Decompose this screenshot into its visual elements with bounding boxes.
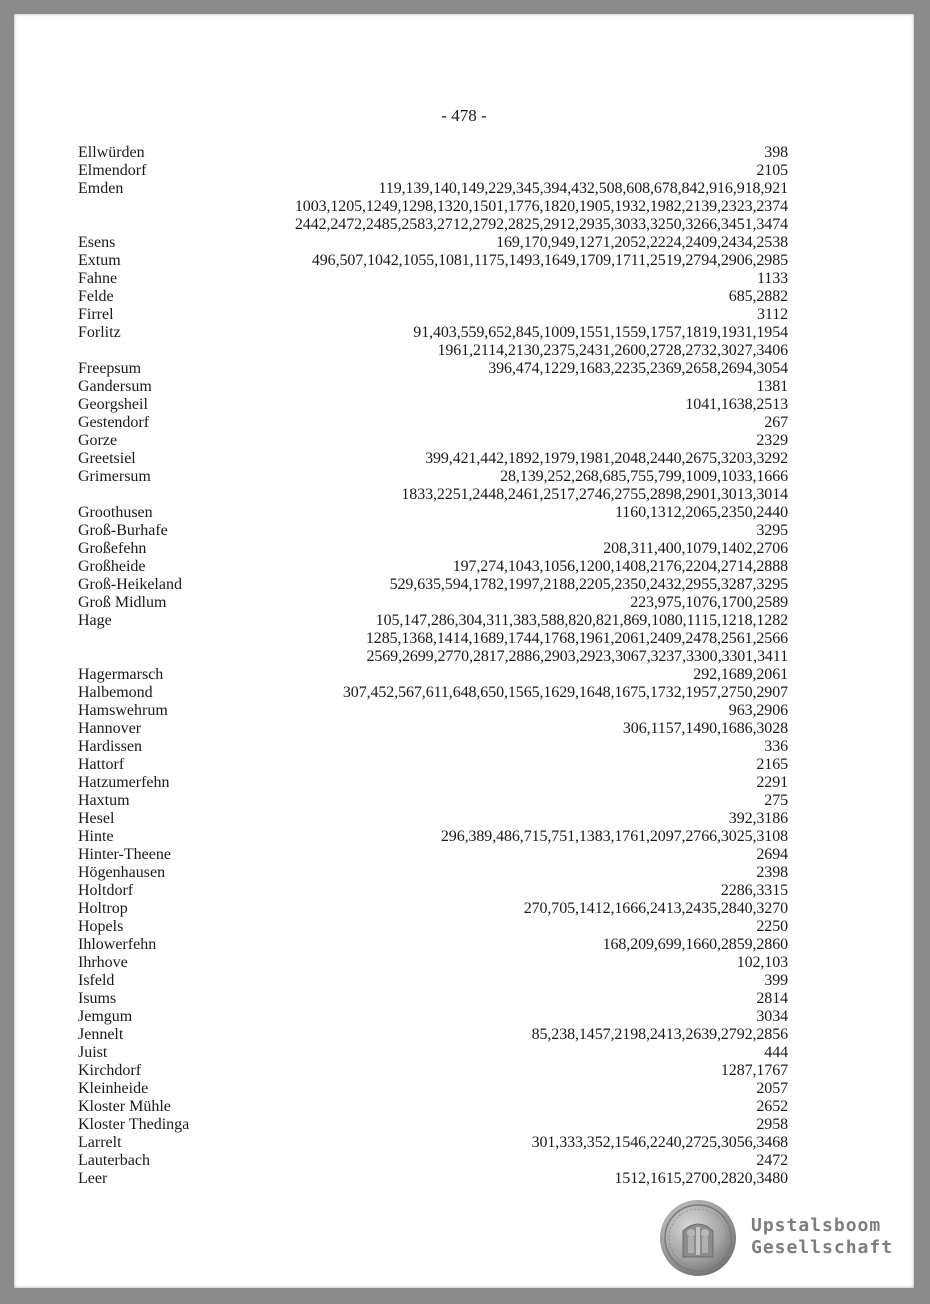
- index-entry: [78, 900, 788, 918]
- place-name: Extum: [78, 252, 121, 269]
- index-entry: [78, 1008, 788, 1026]
- place-name: Groothusen: [78, 504, 153, 521]
- place-name: Felde: [78, 288, 114, 305]
- place-name: Hannover: [78, 720, 142, 737]
- entry-line: [78, 522, 788, 540]
- reference-numbers: 296,389,486,715,751,1383,1761,2097,2766,3025,3108: [440, 828, 788, 845]
- index-entry: [78, 450, 788, 468]
- index-entry: [78, 324, 788, 360]
- entry-line: [78, 162, 788, 180]
- index-entry: [78, 774, 788, 792]
- index-entry: [78, 558, 788, 576]
- place-name: Högenhausen: [78, 864, 166, 881]
- entry-line: [78, 378, 788, 396]
- reference-numbers: 2569,2699,2770,2817,2886,2903,2923,3067,3237,3300,3301,3411: [366, 648, 788, 665]
- reference-numbers: 1160,1312,2065,2350,2440: [614, 504, 788, 521]
- reference-numbers: 2329: [756, 432, 788, 449]
- index-entry: [78, 1080, 788, 1098]
- watermark-line-1: Upstalsboom: [751, 1215, 882, 1236]
- reference-numbers: 336: [764, 738, 788, 755]
- index-entry: [78, 972, 788, 990]
- index-entry: [78, 396, 788, 414]
- entry-line: [78, 774, 788, 792]
- reference-numbers: 85,238,1457,2198,2413,2639,2792,2856: [531, 1026, 788, 1043]
- place-name: Ihlowerfehn: [78, 936, 157, 953]
- reference-numbers: 529,635,594,1782,1997,2188,2205,2350,2432,2955,3287,3295: [389, 576, 788, 593]
- entry-line: [78, 594, 788, 612]
- reference-numbers: 102,103: [736, 954, 788, 971]
- reference-numbers: 398: [764, 144, 788, 161]
- reference-numbers: 197,274,1043,1056,1200,1408,2176,2204,2714,2888: [452, 558, 788, 575]
- index-entry: [78, 252, 788, 270]
- entry-line: [78, 846, 788, 864]
- reference-numbers: 396,474,1229,1683,2235,2369,2658,2694,3054: [488, 360, 788, 377]
- index-entry: [78, 576, 788, 594]
- entry-line: [78, 396, 788, 414]
- entry-continuation-line: [78, 216, 788, 234]
- place-name: Holtrop: [78, 900, 128, 917]
- place-name: Juist: [78, 1044, 108, 1061]
- reference-numbers: 1285,1368,1414,1689,1744,1768,1961,2061,2409,2478,2561,2566: [365, 630, 788, 647]
- reference-numbers: 1961,2114,2130,2375,2431,2600,2728,2732,3027,3406: [437, 342, 788, 359]
- entry-line: [78, 306, 788, 324]
- entry-line: [78, 1134, 788, 1152]
- reference-numbers: 1041,1638,2513: [685, 396, 788, 413]
- reference-numbers: 399: [764, 972, 788, 989]
- index-entry: [78, 810, 788, 828]
- place-name: Esens: [78, 234, 116, 251]
- reference-numbers: 3295: [756, 522, 788, 539]
- reference-numbers: 2291: [756, 774, 788, 791]
- entry-line: [78, 540, 788, 558]
- reference-numbers: 2286,3315: [720, 882, 788, 899]
- place-name: Isfeld: [78, 972, 115, 989]
- seal-icon: [659, 1199, 737, 1277]
- reference-numbers: 28,139,252,268,685,755,799,1009,1033,1666: [500, 468, 788, 485]
- reference-numbers: 292,1689,2061: [693, 666, 788, 683]
- entry-line: [78, 612, 788, 630]
- place-name: Hinter-Theene: [78, 846, 171, 863]
- place-name: Lauterbach: [78, 1152, 150, 1169]
- index-entry: [78, 720, 788, 738]
- entry-line: [78, 882, 788, 900]
- index-entry: [78, 1098, 788, 1116]
- index-entry: [78, 594, 788, 612]
- index-entry: [78, 666, 788, 684]
- entry-line: [78, 990, 788, 1008]
- place-name: Jemgum: [78, 1008, 133, 1025]
- reference-numbers: 399,421,442,1892,1979,1981,2048,2440,2675,3203,3292: [425, 450, 788, 467]
- reference-numbers: 444: [764, 1044, 788, 1061]
- index-entry: [78, 990, 788, 1008]
- watermark-line-2: Gesellschaft: [751, 1237, 894, 1258]
- index-entry: [78, 954, 788, 972]
- place-name: Grimersum: [78, 468, 151, 485]
- reference-numbers: 2814: [756, 990, 788, 1007]
- place-name: Groß-Burhafe: [78, 522, 168, 539]
- place-name: Groß-Heikeland: [78, 576, 182, 593]
- entry-line: [78, 1026, 788, 1044]
- reference-numbers: 1381: [756, 378, 788, 395]
- place-name: Leer: [78, 1170, 108, 1187]
- entry-continuation-line: [78, 198, 788, 216]
- entry-continuation-line: [78, 486, 788, 504]
- index-entry: [78, 738, 788, 756]
- entry-line: [78, 810, 788, 828]
- entry-continuation-line: [78, 648, 788, 666]
- index-entry: [78, 1170, 788, 1188]
- index-entry: [78, 432, 788, 450]
- index-entry: [78, 1134, 788, 1152]
- entry-line: [78, 1044, 788, 1062]
- entry-line: [78, 1062, 788, 1080]
- reference-numbers: 2442,2472,2485,2583,2712,2792,2825,2912,2935,3033,3250,3266,3451,3474: [294, 216, 788, 233]
- entry-line: [78, 414, 788, 432]
- entry-line: [78, 738, 788, 756]
- reference-numbers: 169,170,949,1271,2052,2224,2409,2434,2538: [496, 234, 788, 251]
- entry-line: [78, 324, 788, 342]
- place-name: Hage: [78, 612, 112, 629]
- reference-numbers: 307,452,567,611,648,650,1565,1629,1648,1675,1732,1957,2750,2907: [342, 684, 788, 701]
- entry-line: [78, 1170, 788, 1188]
- place-name: Georgsheil: [78, 396, 148, 413]
- place-name: Holtdorf: [78, 882, 134, 899]
- entry-line: [78, 792, 788, 810]
- reference-numbers: 105,147,286,304,311,383,588,820,821,869,1080,1115,1218,1282: [375, 612, 788, 629]
- reference-numbers: 275: [764, 792, 788, 809]
- entry-line: [78, 1008, 788, 1026]
- entry-line: [78, 936, 788, 954]
- upstalsboom-watermark: [659, 1199, 909, 1281]
- reference-numbers: 2398: [756, 864, 788, 881]
- index-entry: [78, 270, 788, 288]
- place-name: Gandersum: [78, 378, 152, 395]
- place-name: Großheide: [78, 558, 146, 575]
- reference-numbers: 267: [764, 414, 788, 431]
- entry-line: [78, 144, 788, 162]
- entry-line: [78, 1152, 788, 1170]
- place-name: Emden: [78, 180, 124, 197]
- place-name: Großefehn: [78, 540, 147, 557]
- reference-numbers: 2472: [756, 1152, 788, 1169]
- place-name: Gestendorf: [78, 414, 150, 431]
- index-entry: [78, 1062, 788, 1080]
- place-name: Hopels: [78, 918, 124, 935]
- index-entry: [78, 468, 788, 504]
- entry-line: [78, 468, 788, 486]
- index-entry: [78, 378, 788, 396]
- index-entry: [78, 846, 788, 864]
- reference-numbers: 2652: [756, 1098, 788, 1115]
- place-name: Kleinheide: [78, 1080, 149, 1097]
- reference-numbers: 1287,1767: [720, 1062, 788, 1079]
- reference-numbers: 1833,2251,2448,2461,2517,2746,2755,2898,2901,3013,3014: [401, 486, 788, 503]
- reference-numbers: 270,705,1412,1666,2413,2435,2840,3270: [523, 900, 788, 917]
- entry-line: [78, 756, 788, 774]
- reference-numbers: 2694: [756, 846, 788, 863]
- place-name: Forlitz: [78, 324, 121, 341]
- reference-numbers: 2105: [756, 162, 788, 179]
- index-entry: [78, 612, 788, 666]
- entry-line: [78, 450, 788, 468]
- reference-numbers: 208,311,400,1079,1402,2706: [603, 540, 788, 557]
- entry-line: [78, 180, 788, 198]
- index-entry: [78, 144, 788, 162]
- index-entry: [78, 360, 788, 378]
- place-name: Hattorf: [78, 756, 125, 773]
- place-name: Isums: [78, 990, 117, 1007]
- place-index-list: [78, 144, 788, 1188]
- index-entry: [78, 918, 788, 936]
- entry-line: [78, 720, 788, 738]
- reference-numbers: 2057: [756, 1080, 788, 1097]
- entry-line: [78, 864, 788, 882]
- document-page: [14, 14, 914, 1288]
- entry-line: [78, 288, 788, 306]
- place-name: Haxtum: [78, 792, 130, 809]
- place-name: Groß Midlum: [78, 594, 167, 611]
- entry-line: [78, 702, 788, 720]
- reference-numbers: 223,975,1076,1700,2589: [630, 594, 788, 611]
- index-entry: [78, 864, 788, 882]
- place-name: Larrelt: [78, 1134, 122, 1151]
- place-name: Kloster Thedinga: [78, 1116, 190, 1133]
- index-entry: [78, 504, 788, 522]
- reference-numbers: 2958: [756, 1116, 788, 1133]
- entry-line: [78, 900, 788, 918]
- entry-line: [78, 360, 788, 378]
- place-name: Halbemond: [78, 684, 153, 701]
- place-name: Hesel: [78, 810, 115, 827]
- place-name: Kirchdorf: [78, 1062, 142, 1079]
- entry-line: [78, 1116, 788, 1134]
- reference-numbers: 2250: [756, 918, 788, 935]
- place-name: Hardissen: [78, 738, 142, 755]
- place-name: Hagermarsch: [78, 666, 164, 683]
- place-name: Hatzumerfehn: [78, 774, 170, 791]
- reference-numbers: 3112: [756, 306, 788, 323]
- index-entry: [78, 1044, 788, 1062]
- index-entry: [78, 684, 788, 702]
- entry-line: [78, 666, 788, 684]
- entry-line: [78, 252, 788, 270]
- entry-line: [78, 1098, 788, 1116]
- index-entry: [78, 234, 788, 252]
- place-name: Firrel: [78, 306, 114, 323]
- place-name: Ihrhove: [78, 954, 128, 971]
- place-name: Gorze: [78, 432, 118, 449]
- index-entry: [78, 756, 788, 774]
- reference-numbers: 685,2882: [728, 288, 788, 305]
- index-entry: [78, 828, 788, 846]
- index-entry: [78, 414, 788, 432]
- place-name: Greetsiel: [78, 450, 136, 467]
- entry-line: [78, 684, 788, 702]
- reference-numbers: 1003,1205,1249,1298,1320,1501,1776,1820,1905,1932,1982,2139,2323,2374: [294, 198, 788, 215]
- place-name: Ellwürden: [78, 144, 145, 161]
- reference-numbers: 963,2906: [728, 702, 788, 719]
- page-number: - 478 -: [441, 106, 487, 125]
- reference-numbers: 3034: [756, 1008, 788, 1025]
- reference-numbers: 119,139,140,149,229,345,394,432,508,608,678,842,916,918,921: [378, 180, 788, 197]
- reference-numbers: 91,403,559,652,845,1009,1551,1559,1757,1819,1931,1954: [413, 324, 788, 341]
- index-entry: [78, 522, 788, 540]
- entry-line: [78, 270, 788, 288]
- reference-numbers: 2165: [756, 756, 788, 773]
- index-entry: [78, 1152, 788, 1170]
- index-entry: [78, 792, 788, 810]
- index-entry: [78, 882, 788, 900]
- place-name: Jennelt: [78, 1026, 124, 1043]
- entry-line: [78, 918, 788, 936]
- index-entry: [78, 936, 788, 954]
- entry-line: [78, 954, 788, 972]
- index-entry: [78, 306, 788, 324]
- reference-numbers: 496,507,1042,1055,1081,1175,1493,1649,1709,1711,2519,2794,2906,2985: [311, 252, 788, 269]
- place-name: Fahne: [78, 270, 118, 287]
- entry-line: [78, 828, 788, 846]
- reference-numbers: 306,1157,1490,1686,3028: [622, 720, 788, 737]
- entry-line: [78, 972, 788, 990]
- entry-line: [78, 504, 788, 522]
- entry-continuation-line: [78, 342, 788, 360]
- index-entry: [78, 540, 788, 558]
- index-entry: [78, 288, 788, 306]
- reference-numbers: 168,209,699,1660,2859,2860: [602, 936, 788, 953]
- entry-line: [78, 558, 788, 576]
- entry-line: [78, 1080, 788, 1098]
- place-name: Freepsum: [78, 360, 142, 377]
- place-name: Kloster Mühle: [78, 1098, 171, 1115]
- entry-line: [78, 576, 788, 594]
- reference-numbers: 392,3186: [728, 810, 788, 827]
- place-name: Hamswehrum: [78, 702, 168, 719]
- entry-line: [78, 234, 788, 252]
- index-entry: [78, 162, 788, 180]
- index-entry: [78, 180, 788, 234]
- place-name: Elmendorf: [78, 162, 147, 179]
- index-entry: [78, 702, 788, 720]
- entry-line: [78, 432, 788, 450]
- index-entry: [78, 1026, 788, 1044]
- entry-continuation-line: [78, 630, 788, 648]
- reference-numbers: 1133: [756, 270, 788, 287]
- reference-numbers: 1512,1615,2700,2820,3480: [614, 1170, 788, 1187]
- index-entry: [78, 1116, 788, 1134]
- reference-numbers: 301,333,352,1546,2240,2725,3056,3468: [531, 1134, 788, 1151]
- place-name: Hinte: [78, 828, 114, 845]
